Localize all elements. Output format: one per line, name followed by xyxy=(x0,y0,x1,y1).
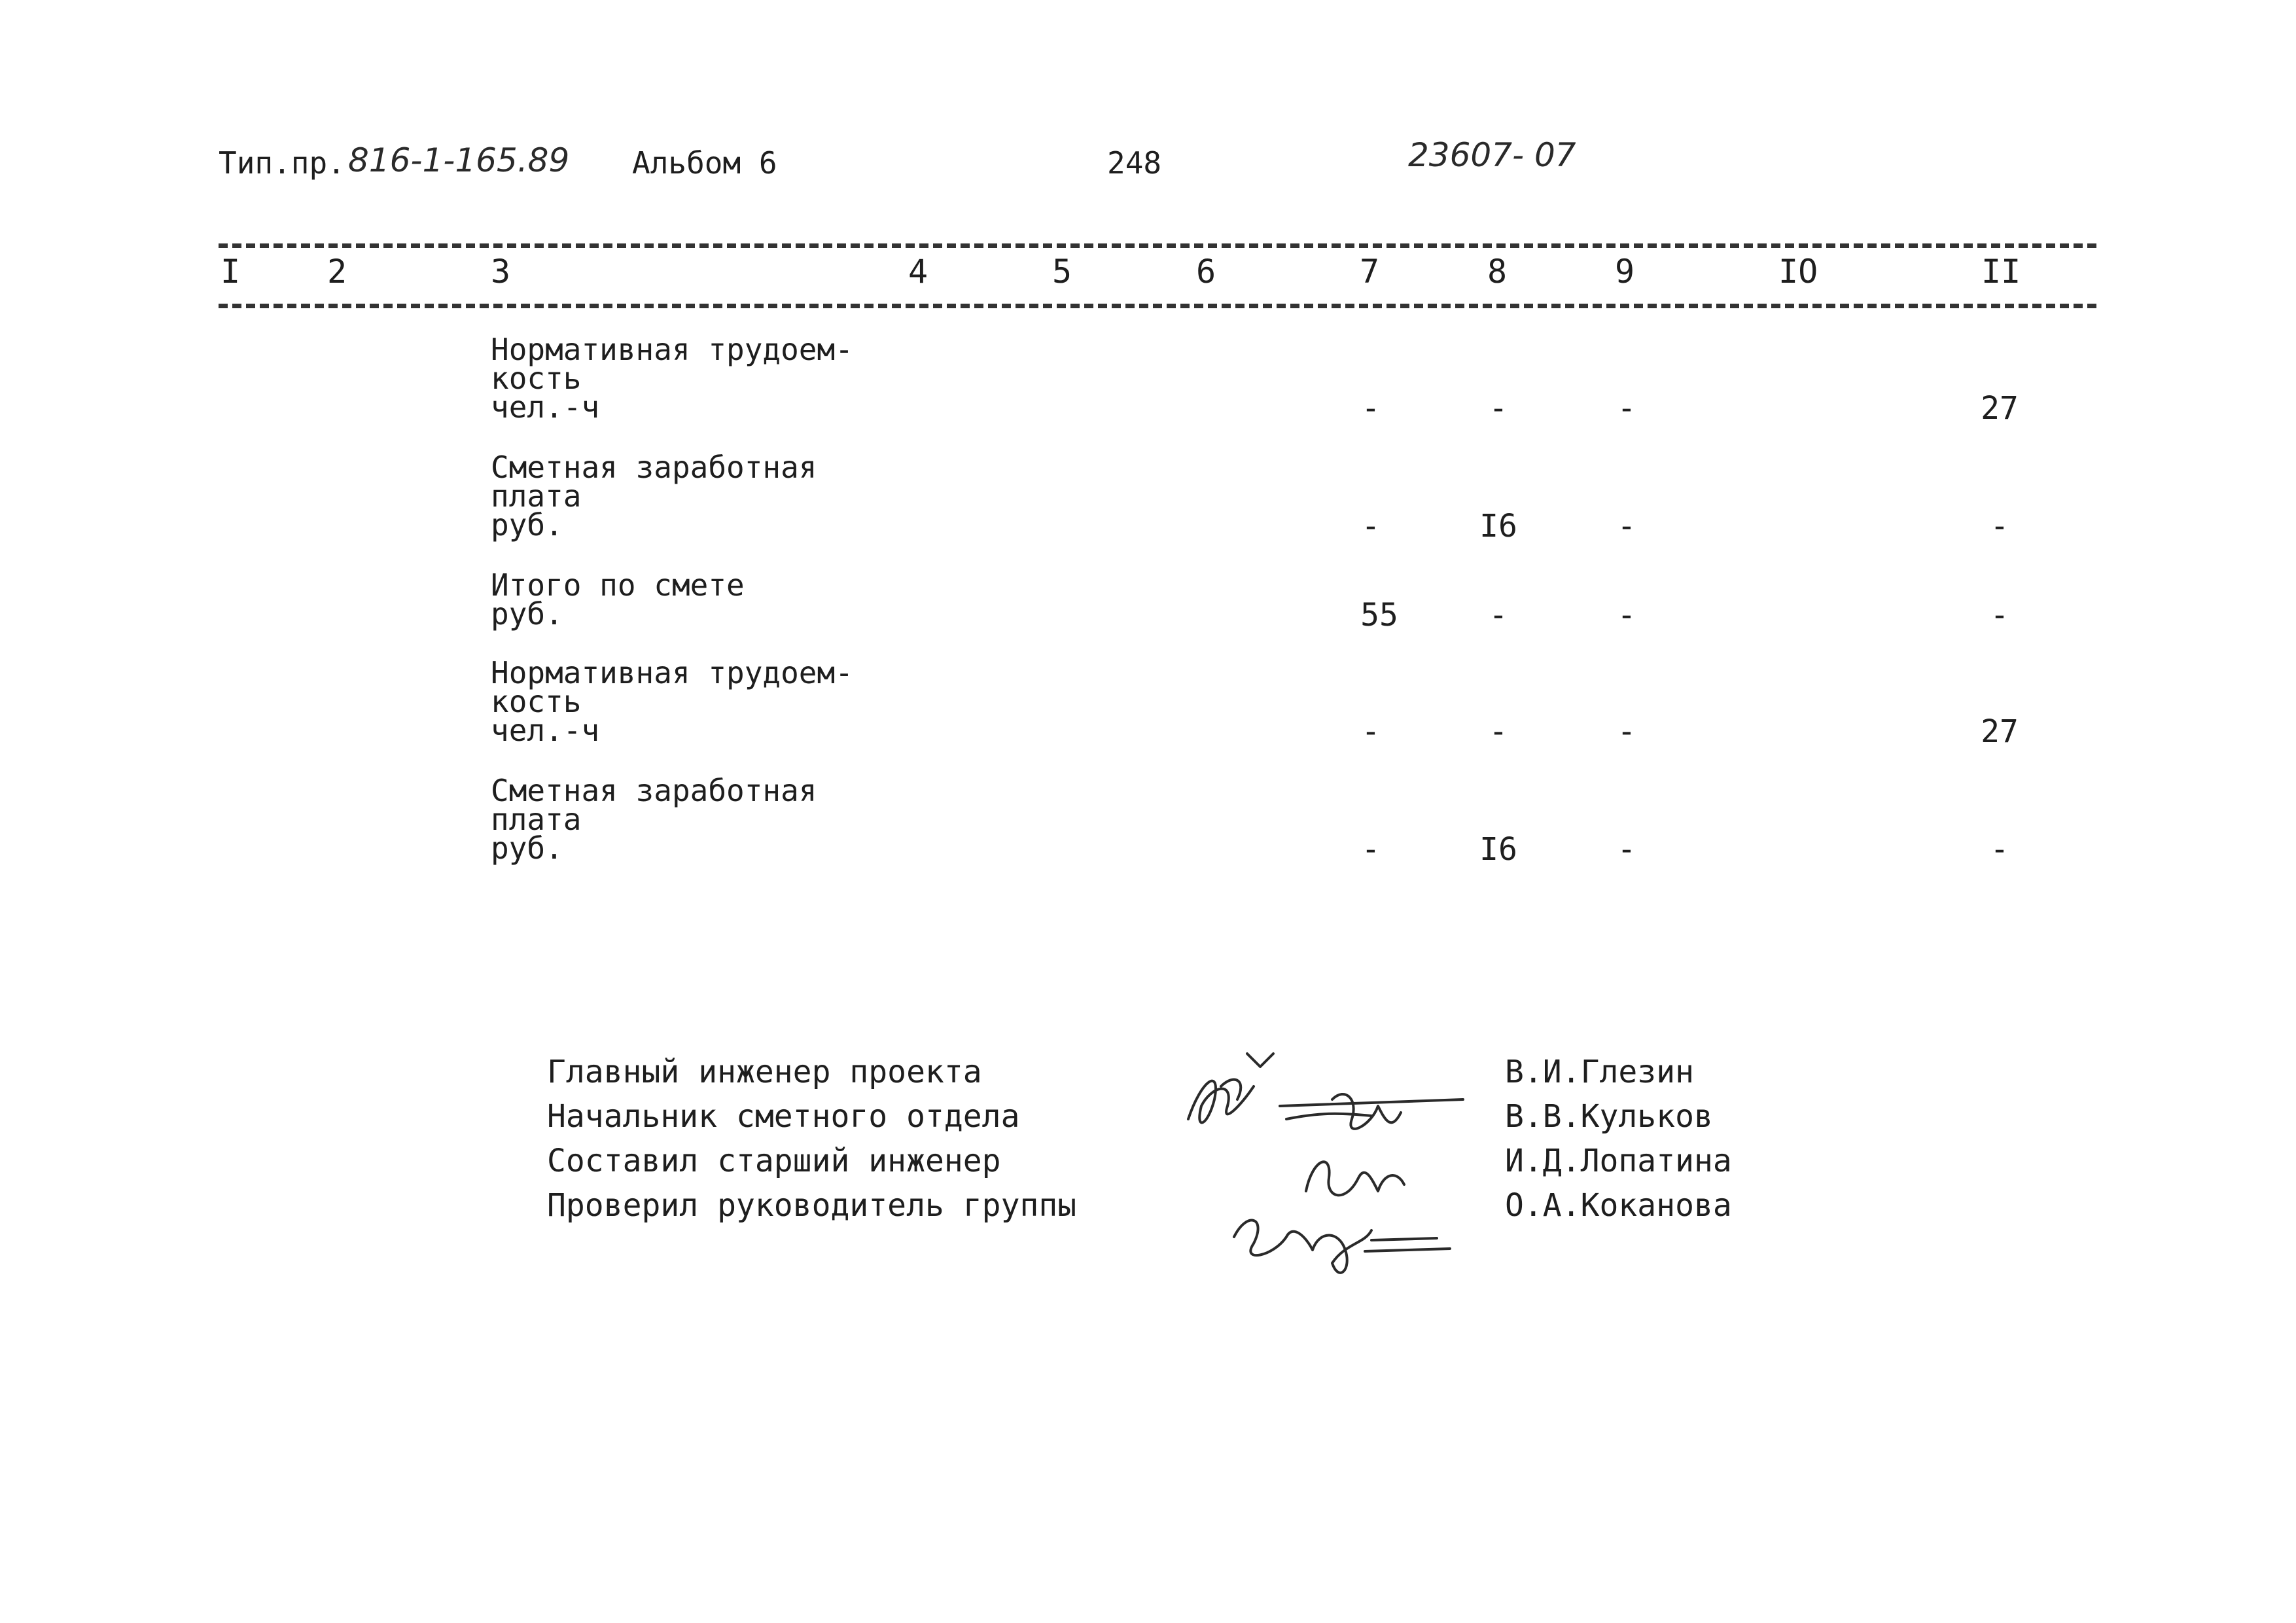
signer-name: В.И.Глезин xyxy=(1505,1054,1694,1090)
handwritten-signatures xyxy=(1175,1008,1476,1283)
column-number: 3 xyxy=(491,253,511,291)
table-cell-col8: - xyxy=(1489,713,1508,750)
row-label: Нормативная трудоем- кость чел.-ч xyxy=(491,655,853,748)
row-label: Итого по смете руб. xyxy=(491,567,745,632)
table-cell-col7: - xyxy=(1361,508,1381,544)
document-header xyxy=(219,136,2181,198)
table-cell-col9: - xyxy=(1617,597,1636,633)
row-label: Нормативная трудоем- кость чел.-ч xyxy=(491,332,853,425)
page-number: 248 xyxy=(1107,145,1162,181)
signer-name: В.В.Кульков xyxy=(1505,1098,1713,1135)
column-number: 9 xyxy=(1615,253,1635,291)
table-cell-col9: - xyxy=(1617,831,1636,868)
table-cell-col11: - xyxy=(1990,508,2009,544)
table-cell-col11: 27 xyxy=(1981,713,2019,750)
column-number: IO xyxy=(1778,253,1818,291)
column-number: 8 xyxy=(1487,253,1508,291)
project-type-label: Тип.пр. xyxy=(219,145,345,181)
signer-role: Главный инженер проекта xyxy=(547,1054,982,1090)
signer-role: Проверил руководитель группы xyxy=(547,1187,1077,1224)
table-cell-col7: 55 xyxy=(1360,597,1398,633)
column-number: 4 xyxy=(908,253,928,291)
column-number: I xyxy=(221,253,241,291)
row-label: Сметная заработная плата руб. xyxy=(491,773,817,866)
table-cell-col7: - xyxy=(1361,390,1381,427)
signer-name: О.А.Коканова xyxy=(1505,1187,1732,1224)
table-cell-col7: - xyxy=(1361,831,1381,868)
project-type-number: 816-1-165.89 xyxy=(348,141,570,179)
column-number: 5 xyxy=(1052,253,1072,291)
table-cell-col9: - xyxy=(1617,508,1636,544)
table-rule-bottom xyxy=(219,304,2096,308)
table-rule-top xyxy=(219,243,2096,248)
table-cell-col8: - xyxy=(1489,597,1508,633)
row-label: Сметная заработная плата руб. xyxy=(491,450,817,543)
column-number: 6 xyxy=(1196,253,1216,291)
signature-block xyxy=(547,1054,1987,1250)
document-number: 23607- 07 xyxy=(1408,136,1576,174)
signer-role: Начальник сметного отдела xyxy=(547,1098,1020,1135)
table-cell-col11: - xyxy=(1990,831,2009,868)
table-cell-col7: - xyxy=(1361,713,1381,750)
table-cell-col8: I6 xyxy=(1479,508,1517,544)
album-label: Альбом 6 xyxy=(632,145,777,181)
column-number: 7 xyxy=(1360,253,1380,291)
table-cell-col8: I6 xyxy=(1479,831,1517,868)
column-number: II xyxy=(1981,253,2021,291)
table-cell-col8: - xyxy=(1489,390,1508,427)
signer-role: Составил старший инженер xyxy=(547,1143,1001,1179)
column-number: 2 xyxy=(327,253,347,291)
table-cell-col11: - xyxy=(1990,597,2009,633)
table-cell-col9: - xyxy=(1617,713,1636,750)
table-cell-col9: - xyxy=(1617,390,1636,427)
signer-name: И.Д.Лопатина xyxy=(1505,1143,1732,1179)
table-cell-col11: 27 xyxy=(1981,390,2019,427)
